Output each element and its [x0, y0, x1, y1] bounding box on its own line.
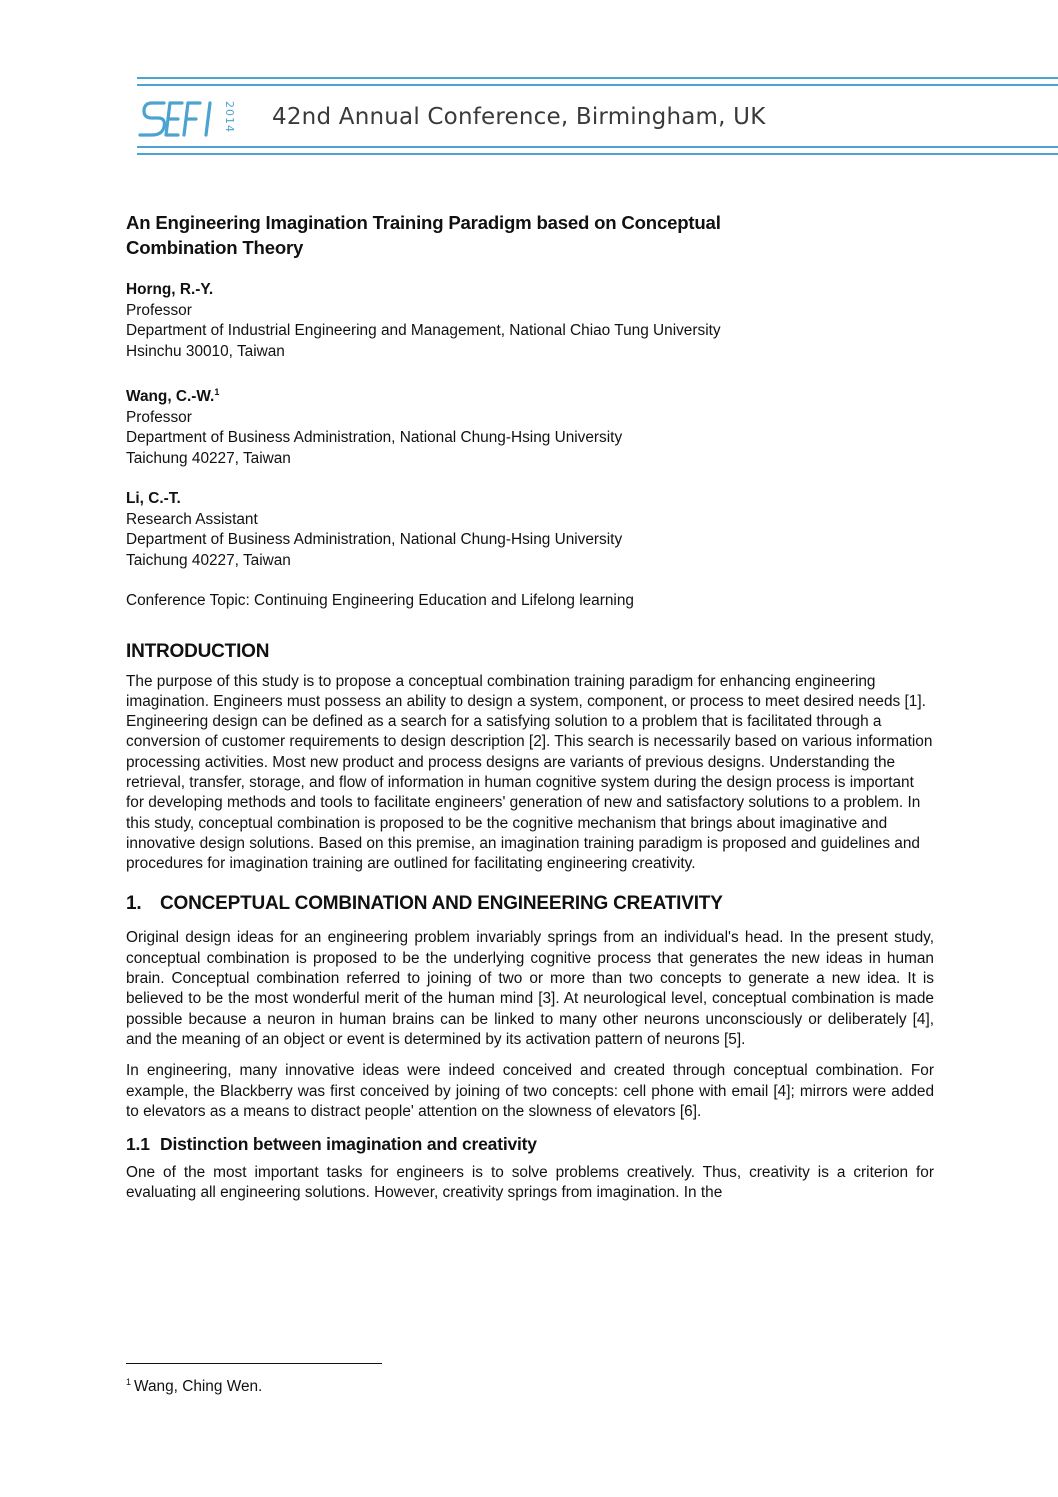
author-address: Hsinchu 30010, Taiwan	[126, 342, 285, 360]
section-1-paragraph-2: In engineering, many innovative ideas were indeed conceived and created through conceptual combination. For example, the Blackberry was first conceived by joining of two concepts: cell phone with email [4]; mirrors were added to elevators as a means to distract people' attention on the slowness of elevators [6].	[126, 1062, 934, 1120]
sefi-logo	[138, 95, 258, 143]
header-rule-top-2	[137, 84, 1058, 86]
footnote-mark: 1	[126, 1377, 132, 1387]
author-address: Taichung 40227, Taiwan	[126, 551, 291, 569]
header-rule-bottom-2	[137, 153, 1058, 155]
paper-body	[126, 210, 934, 1215]
section-number: 1.1	[126, 1134, 150, 1155]
introduction-paragraph: The purpose of this study is to propose a conceptual combination training paradigm for enhancing engineering imagination. Engineers must possess an ability to design a system, component, or process to meet desired needs [1]. Engineering design can be defined as a search for a satisfying solution to a problem that is facilitated through a conversion of customer requirements to design description [2]. This search is necessarily based on various information processing activities. Most new product and process designs are variants of previous designs. Understanding the retrieval, transfer, storage, and flow of information in human cognitive system during the design process is important for developing methods and tools to facilitate engineers' generation of new and satisfactory solutions to a problem. In this study, conceptual combination is proposed to be the cognitive mechanism that brings about imaginative and innovative design solutions. Based on this premise, an imagination training paradigm is proposed and guidelines and procedures for imagination training are outlined for facilitating engineering creativity.	[126, 672, 933, 873]
section-1-heading	[126, 892, 934, 916]
conference-topic: Conference Topic: Continuing Engineering Education and Lifelong learning	[126, 592, 634, 609]
author-name: Wang, C.-W.$^1$	[126, 387, 220, 405]
author-department: Department of Business Administration, National Chung-Hsing University	[126, 429, 623, 446]
introduction-heading: INTRODUCTION	[126, 640, 270, 662]
author-department: Department of Industrial Engineering and Management, National Chiao Tung University	[126, 322, 721, 339]
author-address: Taichung 40227, Taiwan	[126, 449, 291, 467]
section-1-paragraph-1: Original design ideas for an engineering problem invariably springs from an individual's head. In the present study, conceptual combination is proposed to be the underlying cognitive process that generates the new ideas in human brain. Conceptual combination referred to joining of two or more than two concepts to generate a new idea. It is believed to be the most wonderful merit of the human mind [3]. At neurological level, conceptual combination is made possible because a neuron in human brains can be linked to many other neurons unconsciously or deliberately [4], and the meaning of an object or event is determined by its activation pattern of neurons [5].	[126, 929, 934, 1048]
header-rule-bottom-1	[137, 146, 1058, 148]
author-block	[126, 382, 934, 469]
author-department: Department of Business Administration, National Chung-Hsing University	[126, 531, 623, 548]
author-name: Horng, R.-Y.	[126, 281, 214, 298]
header-rule-top-1	[137, 77, 1058, 79]
footnote-marker: 1	[214, 387, 220, 397]
footnote-rule	[126, 1363, 382, 1364]
footnote-text: Wang, Ching Wen.	[134, 1378, 263, 1395]
section-title: Distinction between imagination and creativity	[160, 1134, 537, 1155]
footnote	[126, 1377, 262, 1396]
author-position: Professor	[126, 301, 192, 319]
author-block	[126, 280, 934, 362]
author-position: Professor	[126, 408, 192, 426]
section-title: CONCEPTUAL COMBINATION AND ENGINEERING CREATIVITY	[160, 893, 723, 915]
author-position: Research Assistant	[126, 510, 258, 528]
paper-title	[126, 210, 934, 260]
author-block	[126, 489, 934, 571]
section-1-1-heading	[126, 1133, 934, 1155]
section-1-1-paragraph: One of the most important tasks for engineers is to solve problems creatively. Thus, creativity is a criterion for evaluating all engineering solutions. However, creativity springs from imagination. In the	[126, 1164, 934, 1202]
author-name: Li, C.-T.	[126, 490, 181, 507]
paper-title-line-2: Combination Theory	[126, 237, 304, 258]
logo-year: 2014	[223, 101, 236, 133]
paper-title-line-1: An Engineering Imagination Training Paradigm based on Conceptual	[126, 212, 721, 233]
section-number: 1.	[126, 893, 142, 915]
conference-title: 42nd Annual Conference, Birmingham, UK	[272, 104, 766, 130]
